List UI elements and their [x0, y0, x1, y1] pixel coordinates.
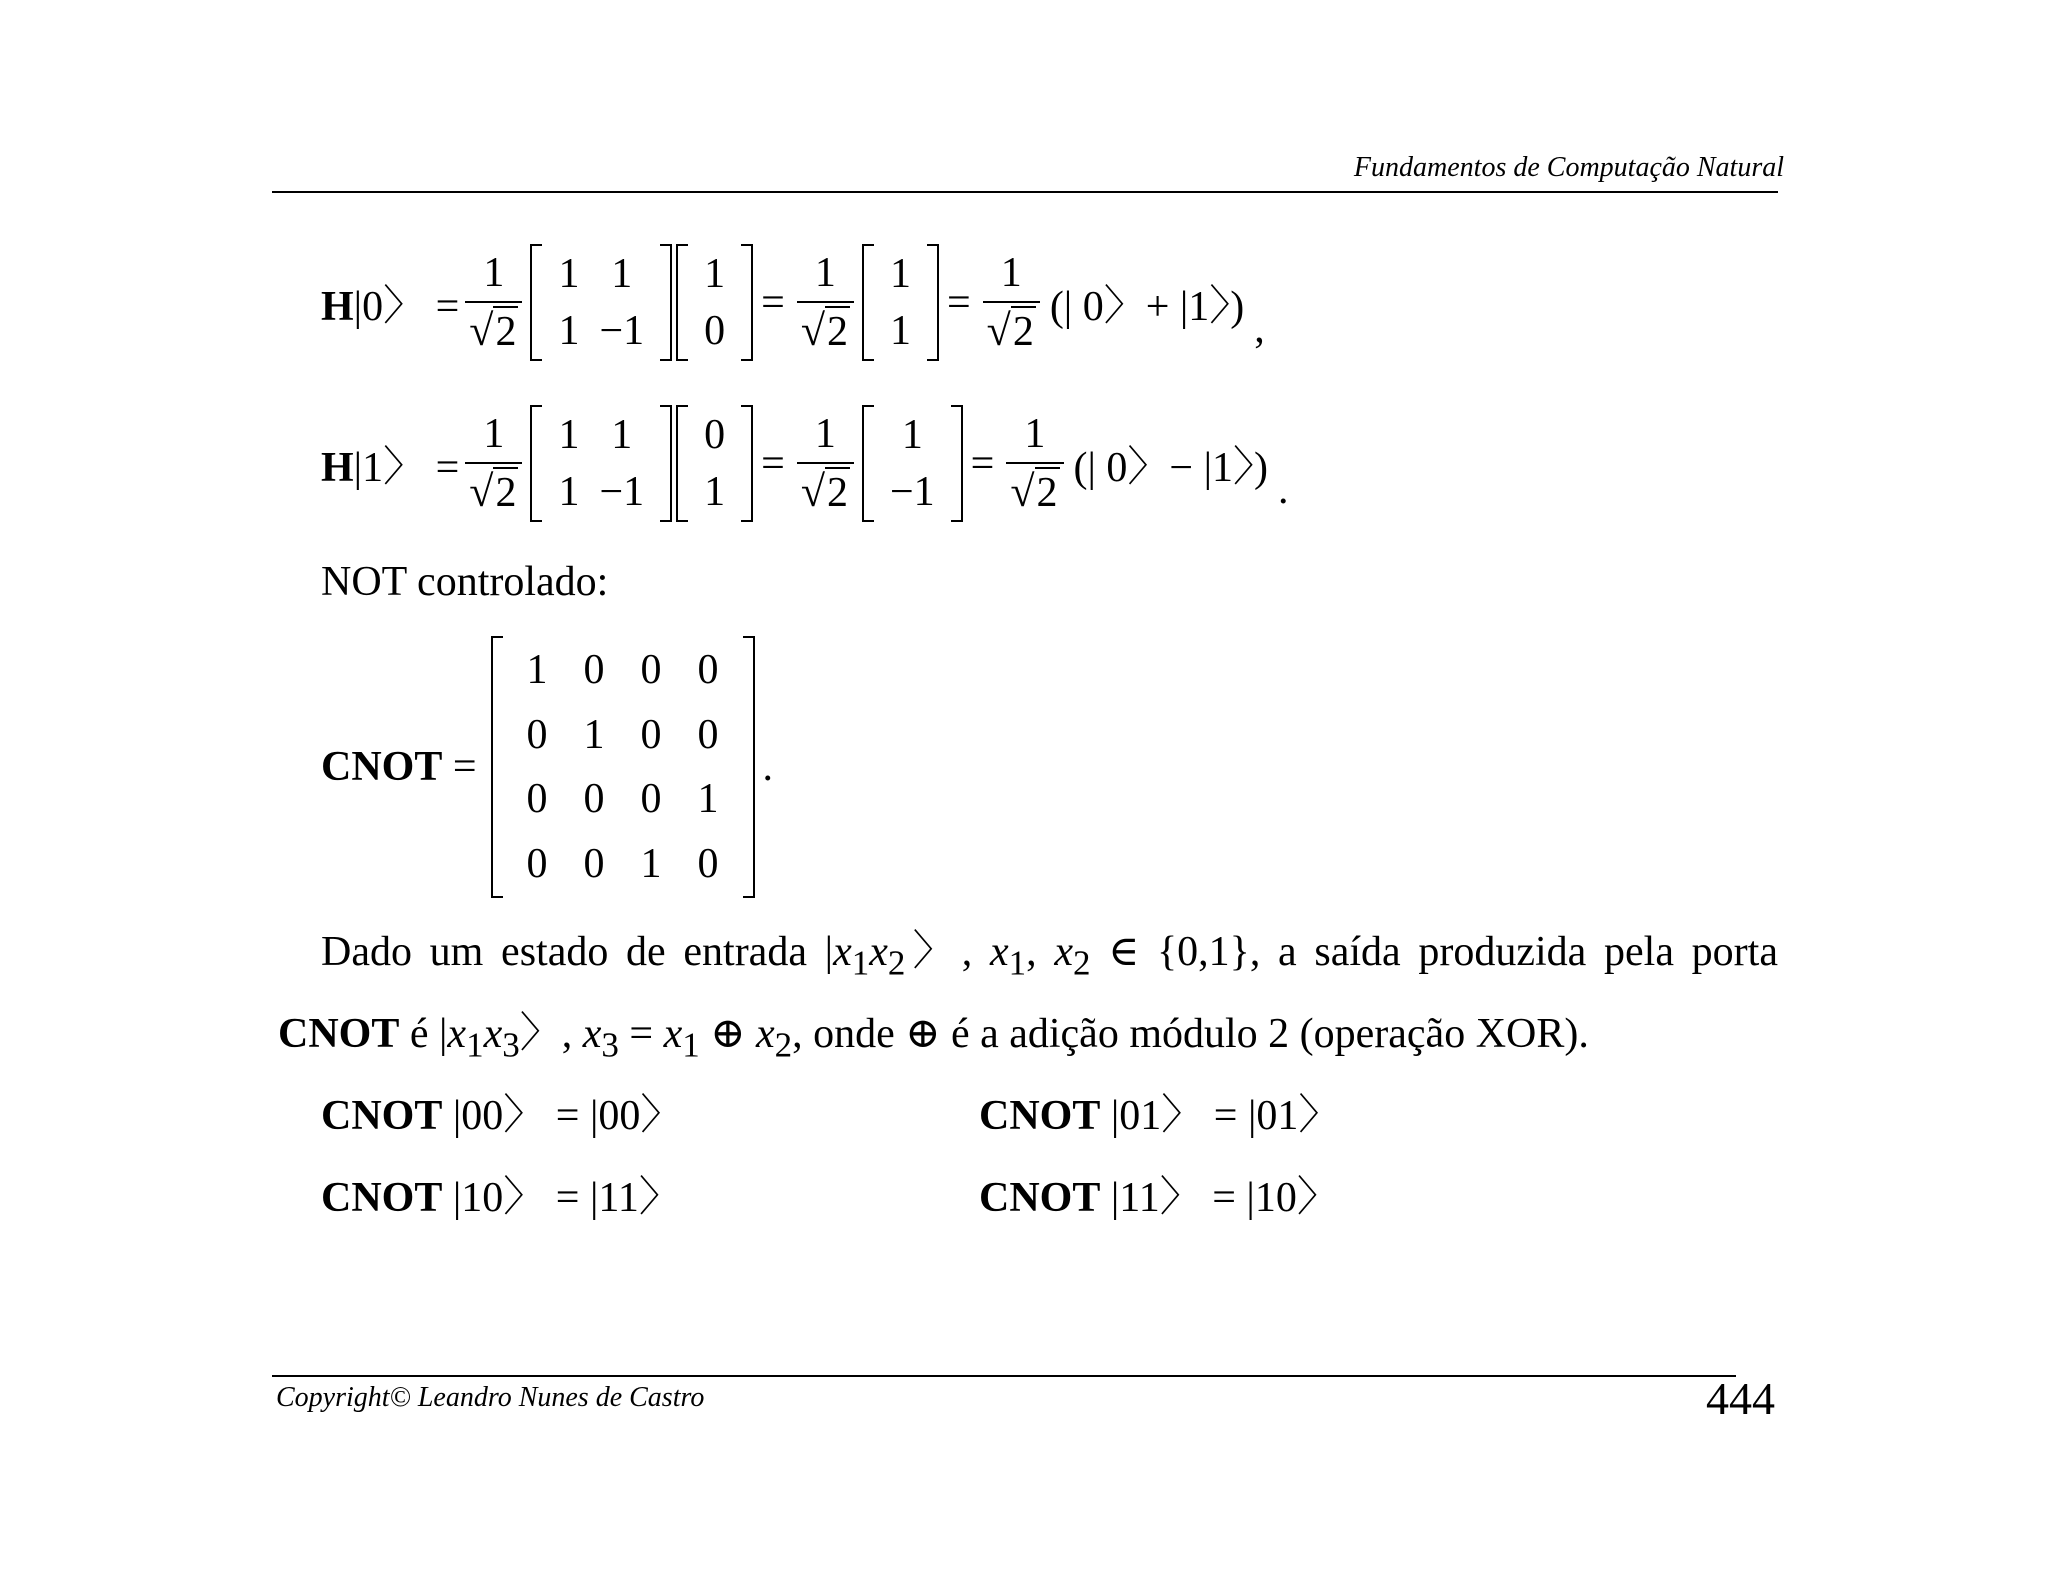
paragraph-line-2: CNOT é $|x_1x_3$〉, $x_3 = x_1$ ⊕ $x_2$, onde ⊕ é a adição módulo 2 (operação XOR). — [278, 1011, 1589, 1065]
h0-lhs: H|0〉 = — [321, 283, 460, 330]
normalization-fraction: 1 √ 2 — [797, 410, 854, 517]
section-label: NOT controlado: — [321, 559, 609, 605]
normalization-fraction: 1 √ 2 — [465, 249, 522, 356]
normalization-fraction: 1 √ 2 — [1006, 410, 1063, 517]
page-number: 444 — [1706, 1373, 1775, 1424]
superposition-state: (| 0〉− |1〉) — [1073, 444, 1268, 491]
copyright-notice: Copyright© Leandro Nunes de Castro — [276, 1382, 705, 1413]
h1-lhs: H|1〉 = — [321, 444, 460, 491]
h1-equation: H|1〉 = 1 √ 2 1 1 1 −1 0 1 = 1 √ 2 1 −1 = 1 √ 2 (| 0〉− |1〉) . — [321, 405, 1288, 522]
superposition-state: (| 0〉+ |1〉) — [1049, 283, 1245, 330]
cnot-row-11: CNOT |11〉 = |10〉 — [979, 1175, 1339, 1221]
cnot-matrix: 1 0 0 0 0 1 0 0 0 0 0 1 0 0 1 0 — [491, 636, 755, 898]
normalization-fraction: 1 √ 2 — [983, 249, 1040, 356]
header-rule — [272, 191, 1778, 193]
cnot-lhs: CNOT = — [321, 744, 477, 790]
result-vector: 1 −1 — [862, 405, 963, 522]
normalization-fraction: 1 √ 2 — [465, 410, 522, 517]
h0-equation: H|0〉 = 1 √ 2 1 1 1 −1 1 0 = 1 √ 2 1 1 = 1 √ 2 (| 0〉+ |1〉) , — [321, 244, 1265, 361]
hadamard-matrix: 1 1 1 −1 — [530, 405, 672, 522]
normalization-fraction: 1 √ 2 — [797, 249, 854, 356]
footer-rule — [272, 1375, 1736, 1377]
paragraph-line-1: Dado um estado de entrada $|x_1x_2$〉, $x_1$, $x_2$ ∈ {0,1}, a saída produzida pela porta — [321, 929, 1778, 983]
cnot-row-00: CNOT |00〉 = |00〉 — [321, 1093, 683, 1139]
input-vector: 1 0 — [676, 244, 753, 361]
input-vector: 0 1 — [676, 405, 753, 522]
result-vector: 1 1 — [862, 244, 939, 361]
hadamard-matrix: 1 1 1 −1 — [530, 244, 672, 361]
cnot-row-10: CNOT |10〉 = |11〉 — [321, 1175, 681, 1221]
cnot-row-01: CNOT |01〉 = |01〉 — [979, 1093, 1341, 1139]
running-header: Fundamentos de Computação Natural — [1353, 152, 1784, 183]
cnot-matrix-equation: CNOT = 1 0 0 0 0 1 0 0 0 0 0 1 0 0 1 0 . — [321, 636, 773, 898]
